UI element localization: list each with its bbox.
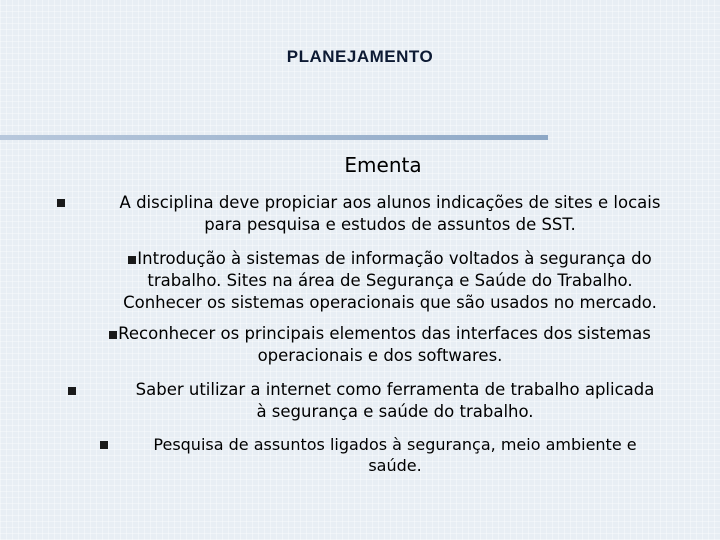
list-item-1 xyxy=(80,192,700,236)
bullet-square-icon xyxy=(100,441,108,449)
title-divider xyxy=(0,135,548,140)
list-item-5 xyxy=(120,434,670,476)
list-item-line: saúde. xyxy=(368,456,422,475)
list-item-line: Introdução à sistemas de informação voltados à segurança do xyxy=(137,249,652,268)
list-item-line: à segurança e saúde do trabalho. xyxy=(256,402,534,421)
bullet-square-icon xyxy=(57,199,65,207)
list-item-line: A disciplina deve propiciar aos alunos indicações de sites e locais xyxy=(119,193,661,212)
list-item-line: Pesquisa de assuntos ligados à segurança, meio ambiente e xyxy=(153,435,637,454)
list-item-line: Saber utilizar a internet como ferramenta de trabalho aplicada xyxy=(135,380,655,399)
list-item-line: trabalho. Sites na área de Segurança e Saúde do Trabalho. xyxy=(147,271,633,290)
list-item-line: para pesquisa e estudos de assuntos de SST. xyxy=(204,215,576,234)
slide-title: PLANEJAMENTO xyxy=(286,47,434,66)
list-item-3 xyxy=(60,323,700,367)
list-item-line: operacionais e dos softwares. xyxy=(257,346,503,365)
list-item-line: Conhecer os sistemas operacionais que são usados no mercado. xyxy=(123,293,657,312)
list-item-2 xyxy=(80,248,700,314)
bullet-square-icon xyxy=(109,331,117,339)
bullet-square-icon xyxy=(68,387,76,395)
list-item-line: Reconhecer os principais elementos das interfaces dos sistemas xyxy=(118,324,651,343)
list-item-4 xyxy=(89,379,701,423)
section-heading: Ementa xyxy=(344,153,422,177)
bullet-square-icon xyxy=(128,256,136,264)
